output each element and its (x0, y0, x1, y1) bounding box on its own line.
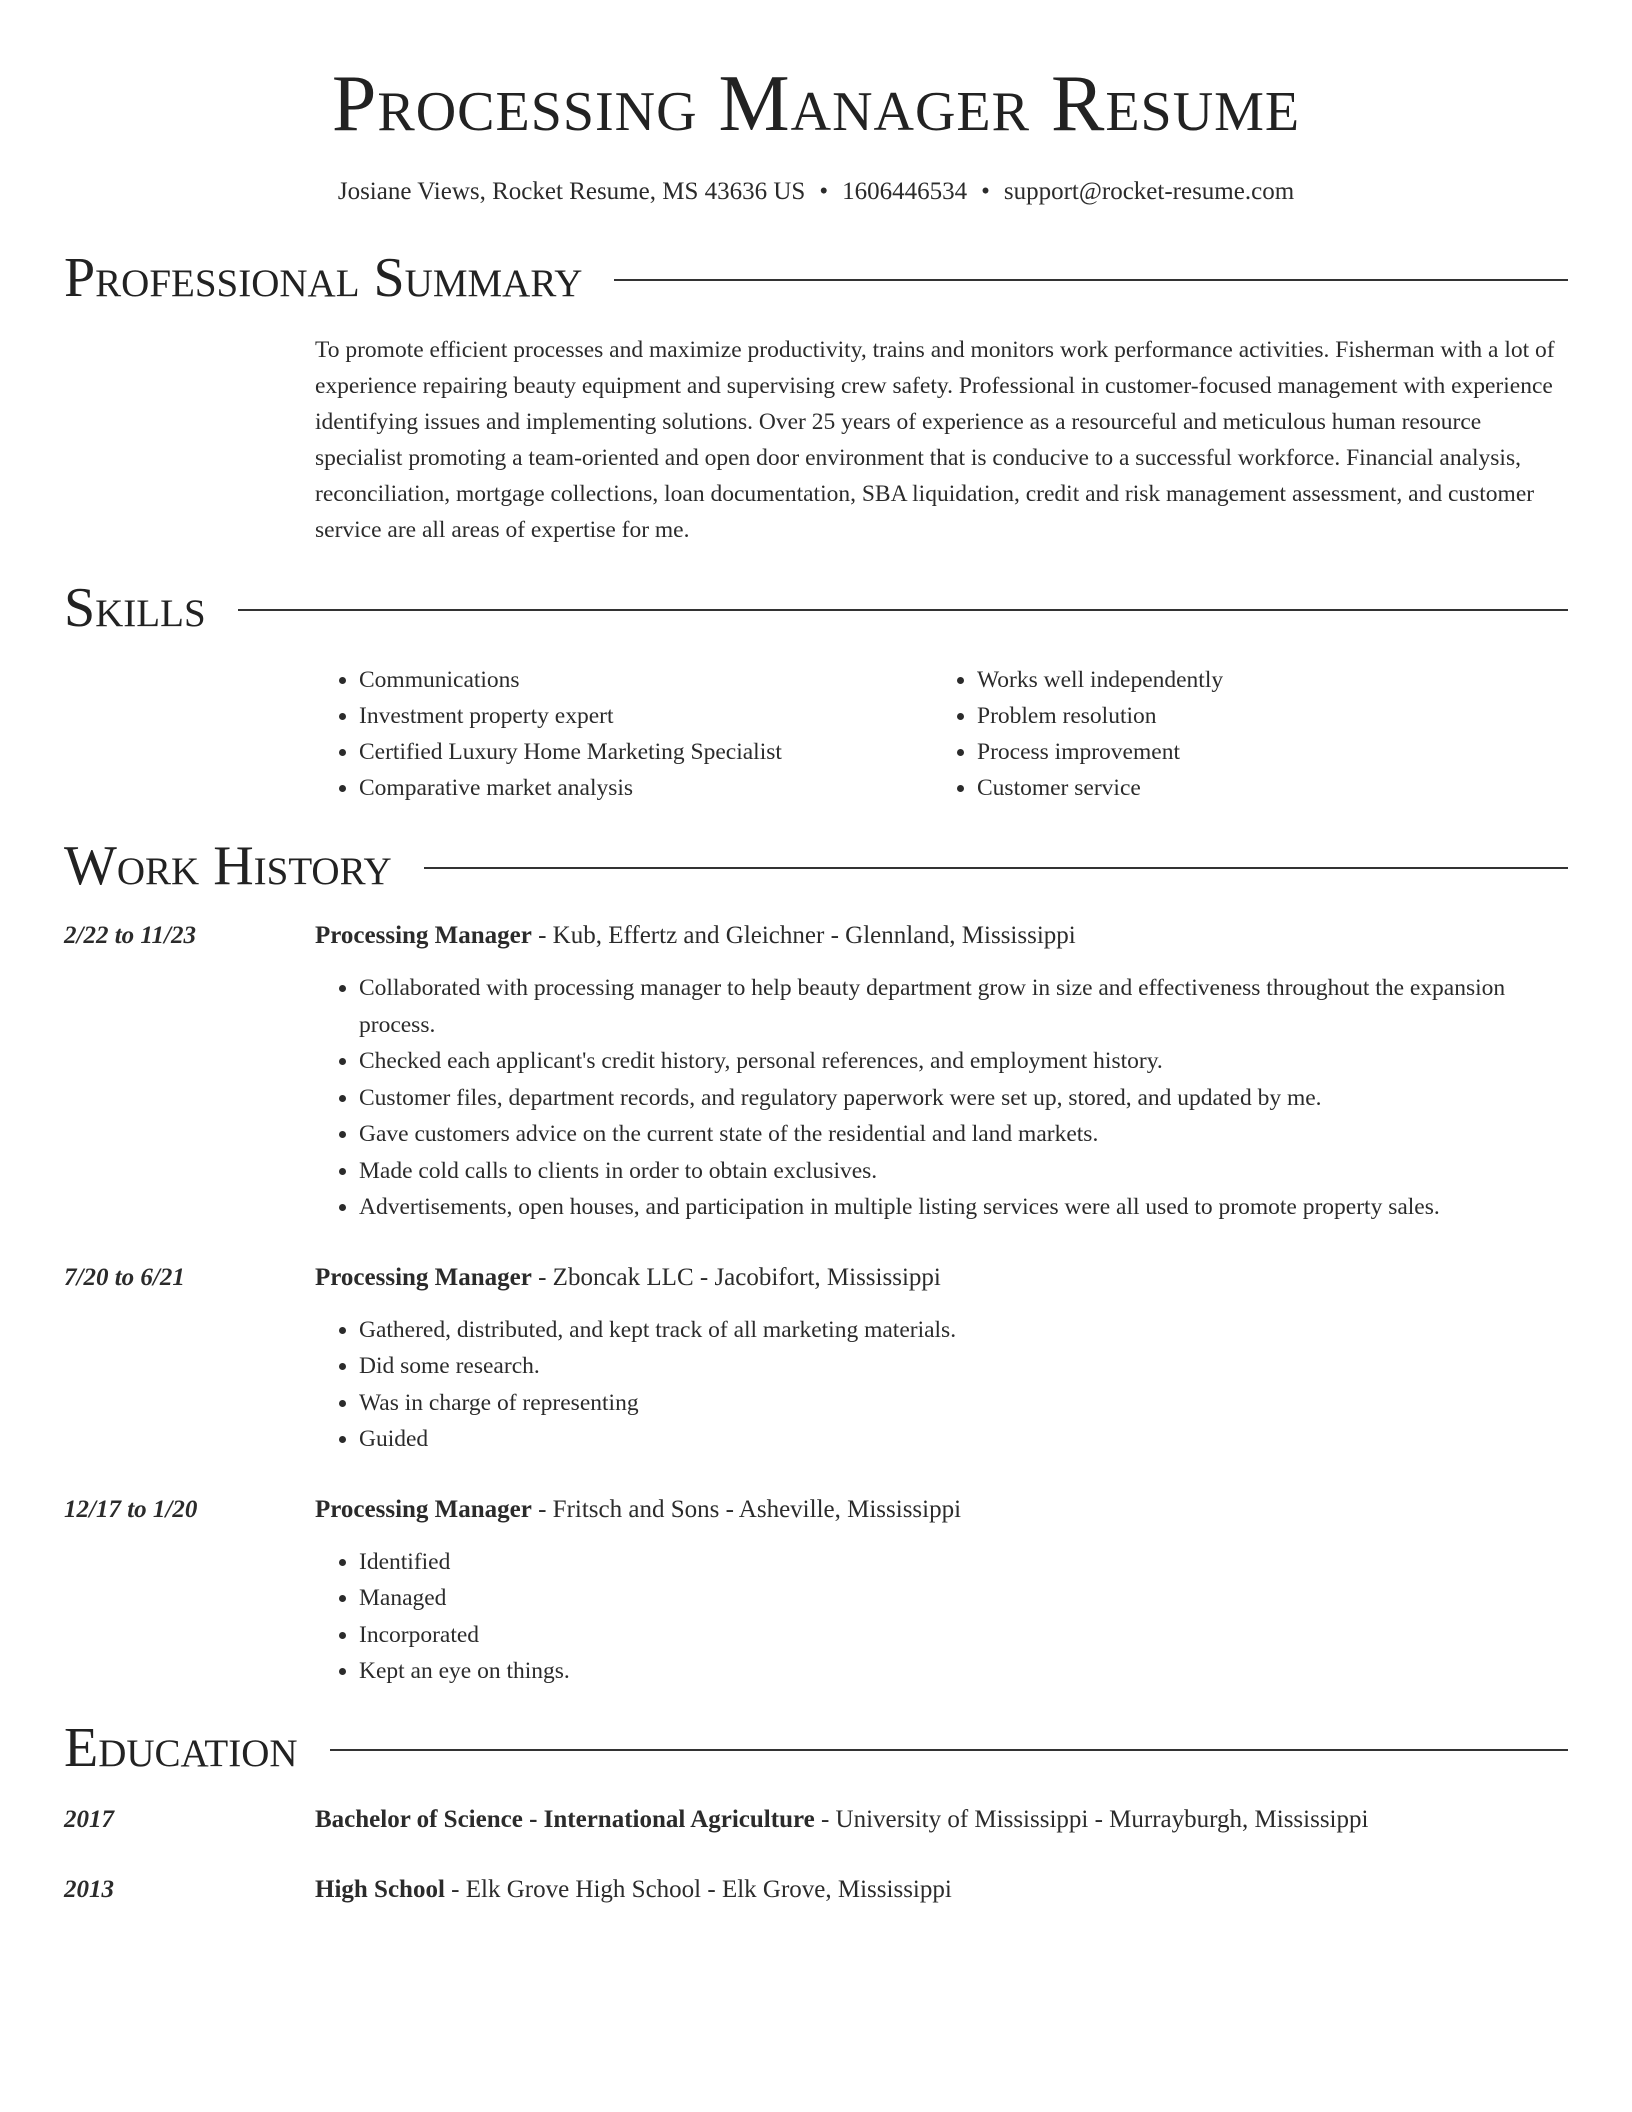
job-bullet: • Managed (359, 1580, 1568, 1617)
job-bullet: • Made cold calls to clients in order to obtain exclusives. (359, 1153, 1568, 1190)
summary-heading: Professional Summary (64, 247, 583, 309)
education-entry (64, 1802, 1568, 1838)
job-bullet: • Kept an eye on things. (359, 1653, 1568, 1690)
job-bullet: • Collaborated with processing manager to help beauty department grow in size and effectiveness throughout the expansion process. (359, 970, 1568, 1043)
email: support@rocket-resume.com (1003, 178, 1295, 205)
skill-item: • Process improvement (977, 734, 1223, 770)
section-divider (330, 1749, 1568, 1751)
job-dates: 7/20 to 6/21 (64, 1263, 185, 1291)
skills-list-left (315, 662, 933, 806)
work-history-header (64, 834, 1568, 898)
job-bullet: • Did some research. (359, 1348, 1568, 1385)
phone: 1606446534 (842, 178, 968, 205)
job-bullets (315, 1544, 1568, 1690)
contact-line (64, 174, 1568, 210)
job-role: Processing Manager (315, 1495, 532, 1523)
section-divider (238, 609, 1568, 611)
separator-bullet: • (981, 178, 990, 205)
job-bullet: • Was in charge of representing (359, 1385, 1568, 1422)
education-school: - University of Mississippi - Murrayburgh, Mississippi (814, 1805, 1369, 1833)
job-bullets (315, 1312, 1568, 1458)
job-entry (64, 1492, 1568, 1690)
education-entry (64, 1872, 1568, 1908)
job-body (315, 1260, 1568, 1458)
job-dates: 12/17 to 1/20 (64, 1495, 198, 1523)
skills-section (64, 576, 1568, 806)
job-bullet: • Incorporated (359, 1617, 1568, 1654)
education-degree: High School (315, 1875, 445, 1903)
skills-heading: Skills (64, 577, 206, 639)
job-role: Processing Manager (315, 922, 532, 949)
job-employer: - Fritsch and Sons - Asheville, Mississippi (531, 1495, 962, 1523)
job-bullets (315, 970, 1568, 1226)
job-entry (64, 918, 1568, 1226)
separator-bullet: • (819, 178, 829, 205)
summary-section (64, 246, 1568, 548)
skill-item: • Investment property expert (359, 698, 933, 734)
section-divider (424, 867, 1568, 869)
job-body (315, 918, 1568, 1226)
job-role: Processing Manager (315, 1263, 532, 1291)
education-year: 2017 (64, 1805, 114, 1833)
address: Josiane Views, Rocket Resume, MS 43636 US (337, 178, 806, 205)
job-bullet: • Gathered, distributed, and kept track of all marketing materials. (359, 1312, 1568, 1349)
job-employer: - Zboncak LLC - Jacobifort, Mississippi (531, 1263, 941, 1291)
job-dates: 2/22 to 11/23 (64, 922, 196, 949)
skills-columns (315, 662, 1568, 806)
skill-item: • Certified Luxury Home Marketing Specialist (359, 734, 933, 770)
skill-item: • Works well independently (977, 662, 1223, 698)
summary-header (64, 246, 1568, 310)
skills-header (64, 576, 1568, 640)
job-bullet: • Gave customers advice on the current state of the residential and land markets. (359, 1116, 1568, 1153)
job-bullet: • Customer files, department records, and regulatory paperwork were set up, stored, and updated by me. (359, 1080, 1568, 1117)
education-year: 2013 (64, 1875, 114, 1903)
education-degree: Bachelor of Science - International Agriculture (315, 1805, 815, 1833)
job-bullet: • Identified (359, 1544, 1568, 1581)
job-employer: - Kub, Effertz and Gleichner - Glennland, Mississippi (531, 922, 1076, 949)
job-bullet: • Advertisements, open houses, and participation in multiple listing services were all used to promote property sales. (359, 1189, 1568, 1226)
education-header (64, 1716, 1568, 1780)
education-section (64, 1716, 1568, 1908)
education-body (315, 1802, 1568, 1838)
job-body (315, 1492, 1568, 1690)
skill-item: • Problem resolution (977, 698, 1223, 734)
education-school: - Elk Grove High School - Elk Grove, Mississippi (444, 1875, 952, 1903)
job-bullet: • Checked each applicant's credit history, personal references, and employment history. (359, 1043, 1568, 1080)
resume-page (64, 0, 1568, 1908)
job-entry (64, 1260, 1568, 1458)
skill-item: • Comparative market analysis (359, 770, 933, 806)
section-divider (614, 279, 1568, 281)
document-title: Processing Manager Resume (331, 60, 1301, 148)
education-body (315, 1872, 1568, 1908)
job-title-line (315, 1492, 1568, 1528)
job-bullet: • Guided (359, 1421, 1568, 1458)
skills-list-right (933, 662, 1223, 806)
education-heading: Education (64, 1716, 298, 1779)
work-history-section (64, 834, 1568, 1690)
job-title-line (315, 918, 1568, 954)
summary-text: To promote efficient processes and maximize productivity, trains and monitors work performance activities. Fisherman with a lot of experience repairing beauty equipment and supervising crew safety. Professional in customer-focused management with experience identifying issues and implementing solutions. Over 25 years of experience as a resourceful and meticulous human resource specialist promoting a team-oriented and open door environment that is conducive to a successful workforce. Financial analysis, reconciliation, mortgage collections, loan documentation, SBA liquidation, credit and risk management assessment, and customer service are all areas of expertise for me. (315, 337, 1555, 543)
job-title-line (315, 1260, 1568, 1296)
skill-item: • Communications (359, 662, 933, 698)
skill-item: • Customer service (977, 770, 1223, 806)
work-history-heading: Work History (64, 835, 392, 897)
